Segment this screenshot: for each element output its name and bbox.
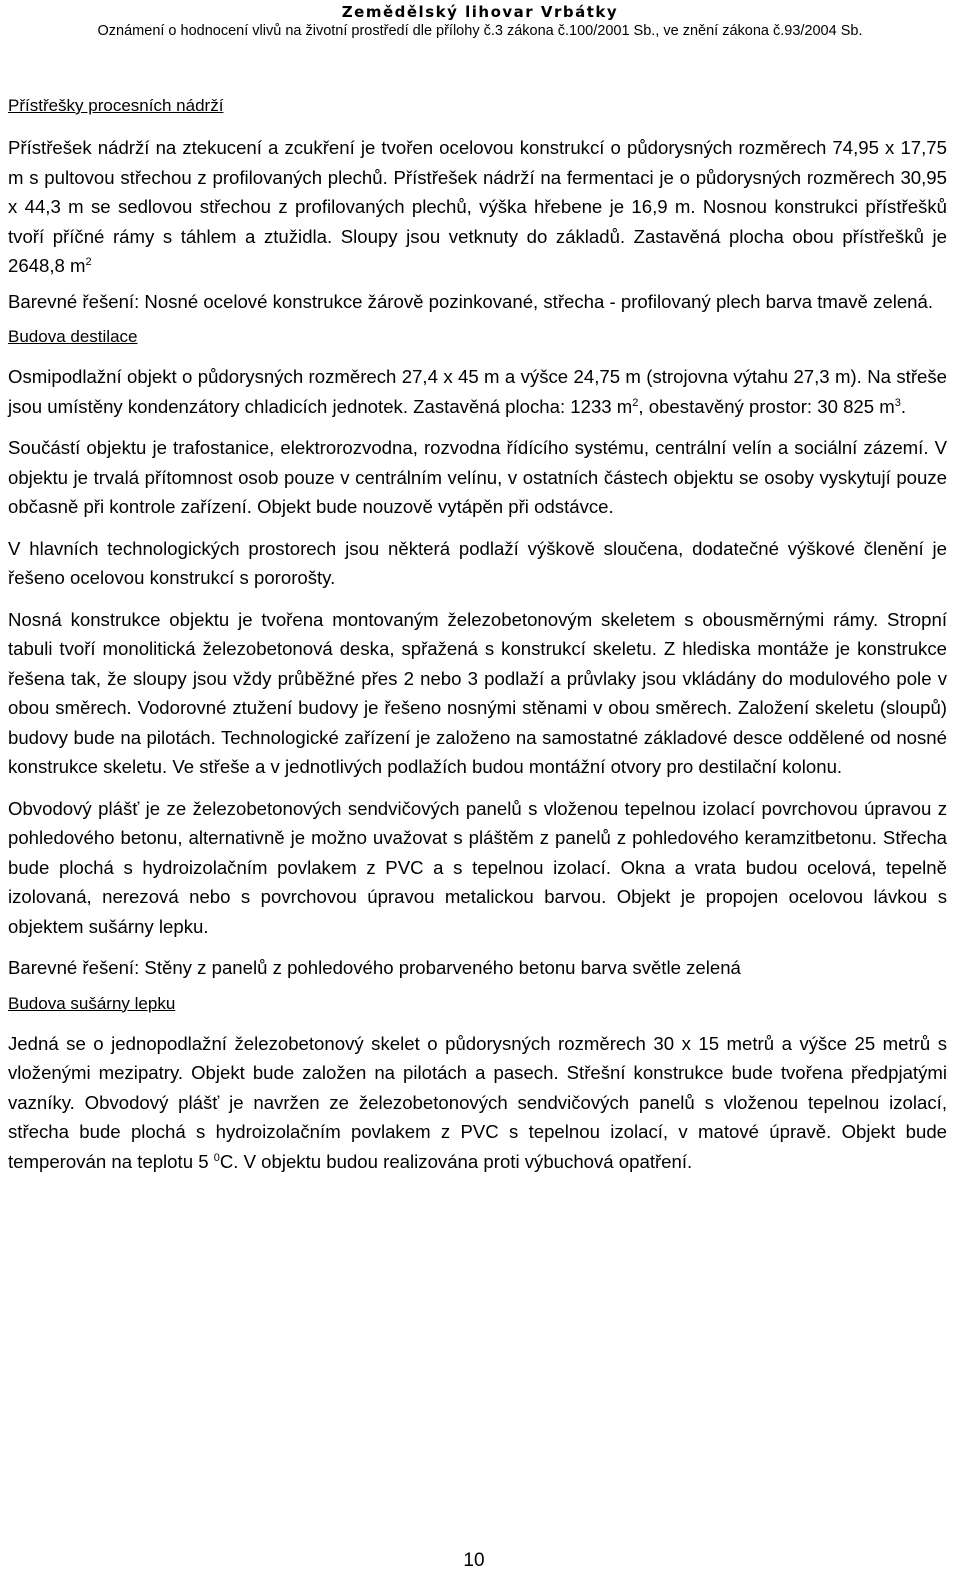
paragraph-destilace-floors: V hlavních technologických prostorech jsou některá podlaží výškově sloučena, dodatečné výškové členění je řešeno ocelovou konstrukcí s pororošty.: [8, 537, 947, 588]
section-heading-pristresky: Přístřešky procesních nádrží: [8, 96, 224, 115]
section-heading-susarna: Budova sušárny lepku: [8, 993, 176, 1013]
superscript: 2: [632, 396, 639, 409]
paragraph-susarna-description: [8, 1029, 947, 1177]
paragraph-text: Osmipodlažní objekt o půdorysných rozměrech 27,4 x 45 m a výšce 24,75 m (strojovna výtahu 27,3 m). Na střeše jsou umístěny kondenzátory chladicích jednotek. Zastavěná plocha: 1233 m: [8, 366, 947, 417]
section-heading-destilace: Budova destilace: [8, 327, 138, 346]
paragraph-text: , obestavěný prostor: 30 825 m: [638, 395, 895, 417]
paragraph-text: Jedná se o jednopodlažní železobetonový skelet o půdorysných rozměrech 30 x 15 metrů a výšce 25 metrů s vloženými mezipatry. Objekt bude založen na pilotách a pasech. Střešní konstrukce bude tvořena předpjatými vazníky. Obvodový plášť je navržen ze železobetonových sendvičových panelů s vloženou tepelnou izolací, střecha bude plochá s hydroizolačním povlakem z PVC s tepelnou izolací, v matové úpravě. Objekt bude temperován na teplotu 5: [8, 1032, 947, 1172]
paragraph-destilace-components: Součástí objektu je trafostanice, elektrorozvodna, rozvodna řídícího systému, centrální velín a sociální zázemí. V objektu je trvalá přítomnost osob pouze v centrálním velínu, v ostatních částech objektu se osoby vyskytují pouze občasně při kontrole zařízení. Objekt bude nouzově vytápěn při odstávce.: [8, 437, 947, 517]
paragraph-destilace-structure: Nosná konstrukce objektu je tvořena montovaným železobetonovým skeletem s obousměrnými rámy. Stropní tabuli tvoří monolitická železobetonová deska, spřažená s konstrukcí skeletu. Z hlediska montáže je konstrukce řešena tak, že sloupy jsou vždy průběžné přes 2 nebo 3 podlaží a průvlaky jsou vkládány do modulového pole v obou směrech. Vodorovné ztužení budovy je řešeno nosnými stěnami v obou směrech. Založení skeletu (sloupů) budovy bude na pilotách. Technologické zařízení je založeno na samostatné základové desce oddělené od nosné konstrukce skeletu. Ve střeše a v jednotlivých podlažích budou montážní otvory pro destilační kolonu.: [8, 608, 947, 777]
header-subtitle: Oznámení o hodnocení vlivů na životní prostředí dle přílohy č.3 zákona č.100/2001 Sb., ve znění zákona č.93/2004 Sb.: [97, 23, 863, 39]
paragraph-destilace-color: Barevné řešení: Stěny z panelů z pohledového probarveného betonu barva světle zelená: [8, 957, 741, 978]
page-number: 10: [463, 1550, 485, 1571]
page-header: [0, 0, 960, 40]
superscript: 3: [894, 396, 901, 409]
superscript: 0: [213, 1151, 220, 1164]
paragraph-pristresky-description: [8, 133, 947, 281]
paragraph-pristresky-color: Barevné řešení: Nosné ocelové konstrukce žárově pozinkované, střecha - profilovaný plech barva tmavě zelená.: [8, 290, 934, 312]
paragraph-destilace-cladding: Obvodový plášť je ze železobetonových sendvičových panelů s vloženou tepelnou izolací povrchovou úpravou z pohledového betonu, alternativně je možno uvažovat s pláštěm z panelů z pohledového keramzitbetonu. Střecha bude plochá s hydroizolačním povlakem z PVC a s tepelnou izolací. Okna a vrata budou ocelová, tepelně izolovaná, nerezová nebo s povrchovou úpravou metalickou barvou. Objekt je propojen ocelovou lávkou s objektem sušárny lepku.: [8, 797, 947, 937]
paragraph-text: .: [900, 395, 907, 417]
document-body: [8, 93, 947, 1188]
paragraph-text: C. V objektu budou realizována proti výbuchová opatření.: [219, 1150, 693, 1172]
paragraph-text: Přístřešek nádrží na ztekucení a zcukření je tvořen ocelovou konstrukcí o půdorysných rozměrech 74,95 x 17,75 m s pultovou střechou z profilovaných plechů. Přístřešek nádrží na fermentaci je o půdorysných rozměrech 30,95 x 44,3 m se sedlovou střechou z profilovaných plechů, výška hřebene je 16,9 m. Nosnou konstrukci přístřešků tvoří příčné rámy s táhlem a ztužidla. Sloupy jsou vetknuty do základů. Zastavěná plocha obou přístřešků je 2648,8 m: [8, 137, 947, 276]
superscript: 2: [85, 255, 92, 268]
header-title: Zemědělský lihovar Vrbátky: [341, 3, 619, 21]
paragraph-destilace-dimensions: [8, 362, 947, 421]
